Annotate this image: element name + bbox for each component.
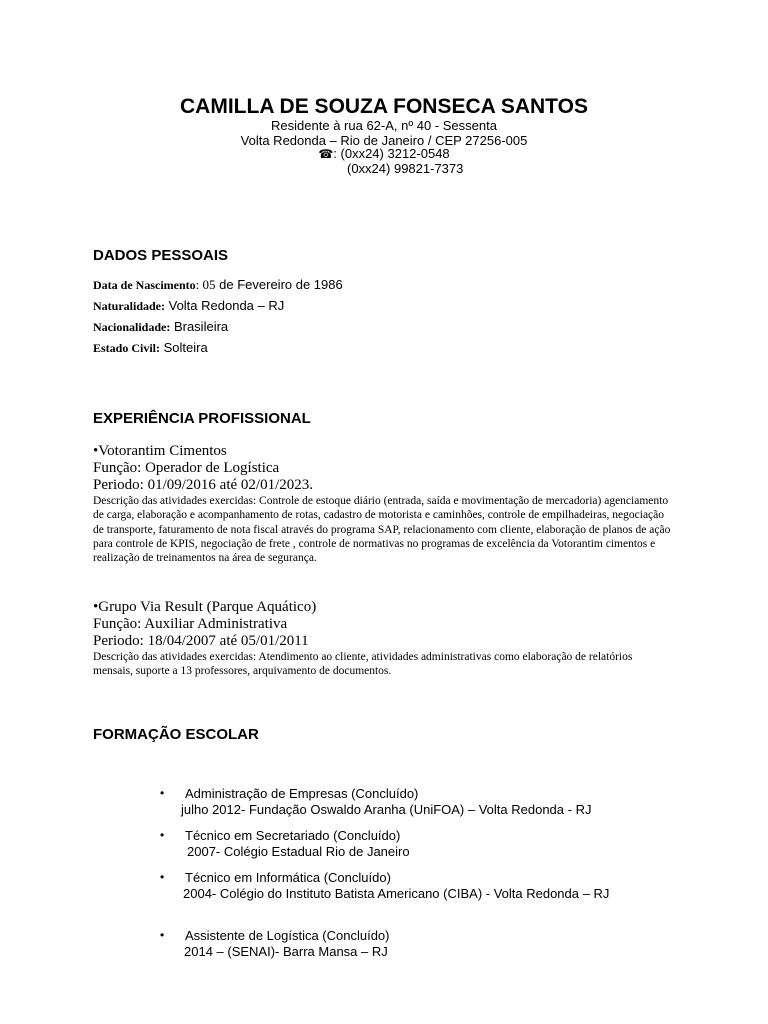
birth-date-value-prefix: : 05 (195, 277, 216, 292)
education-detail: julho 2012- Fundação Oswaldo Aranha (UniFOA) – Volta Redonda - RJ (181, 802, 592, 817)
bullet-icon: • (160, 828, 165, 842)
section-title-experience: EXPERIÊNCIA PROFISSIONAL (93, 410, 311, 427)
civil-status-row (93, 340, 208, 356)
address-line-1: Residente à rua 62-A, nº 40 - Sessenta (271, 118, 497, 133)
education-detail: 2014 – (SENAI)- Barra Mansa – RJ (184, 944, 388, 959)
telephone-icon: ☎ (318, 147, 334, 161)
bullet-icon: • (160, 870, 165, 884)
naturality-value: Volta Redonda – RJ (165, 298, 285, 313)
job-function: Função: Auxiliar Administrativa (93, 616, 288, 632)
birth-date-label: Data de Nascimento (93, 278, 196, 292)
nationality-row (93, 319, 228, 335)
job-description: Descrição das atividades exercidas: Controle de estoque diário (entrada, saída e movimentação de mercadoria) agenciamento de carga, elaboração e acompanhamento de rotas, cadastro de motorista e caminhões, controle de empilhadeiras, negociação de transporte, faturamento de nota fiscal através do programa SAP, relacionamento com cliente, elaboração de planos de ação para controle de KPIS, negociação de frete , controle de normativas no programas de excelência da Votorantim cimentos e realização de treinamentos na área de segurança. (93, 495, 671, 565)
naturality-row (93, 298, 284, 314)
job-company: •Votorantim Cimentos (93, 443, 227, 459)
candidate-name: CAMILLA DE SOUZA FONSECA SANTOS (180, 95, 588, 118)
phone-1: : (0xx24) 3212-0548 (333, 146, 450, 161)
job-entry (93, 599, 673, 679)
job-period: Periodo: 18/04/2007 até 05/01/2011 (93, 633, 309, 649)
education-detail: 2007- Colégio Estadual Rio de Janeiro (187, 844, 410, 859)
education-course: Administração de Empresas (Concluído) (185, 786, 419, 801)
nationality-label: Nacionalidade: (93, 320, 171, 334)
civil-status-value: Solteira (160, 340, 208, 355)
bullet-icon: • (160, 786, 165, 800)
phone-line-1 (0, 146, 768, 162)
birth-date-row (93, 277, 343, 293)
birth-date-value: de Fevereiro de 1986 (215, 277, 343, 292)
education-course: Técnico em Informática (Concluído) (185, 870, 391, 885)
job-company: •Grupo Via Result (Parque Aquático) (93, 599, 317, 615)
job-period: Periodo: 01/09/2016 até 02/01/2023. (93, 477, 313, 493)
civil-status-label: Estado Civil: (93, 341, 161, 355)
phone-2: (0xx24) 99821-7373 (347, 161, 464, 176)
address-line-2: Volta Redonda – Rio de Janeiro / CEP 27256-005 (240, 133, 528, 148)
bullet-icon: • (160, 928, 165, 942)
job-description: Descrição das atividades exercidas: Atendimento ao cliente, atividades administrativas como elaboração de relatórios mensais, suporte a 13 professores, arquivamento de documentos. (93, 651, 633, 678)
education-course: Assistente de Logística (Concluído) (185, 928, 390, 943)
naturality-label: Naturalidade: (93, 299, 165, 313)
section-title-personal: DADOS PESSOAIS (93, 247, 229, 264)
education-detail: 2004- Colégio do Instituto Batista Americano (CIBA) - Volta Redonda – RJ (183, 886, 610, 901)
job-entry (93, 443, 673, 565)
nationality-value: Brasileira (170, 319, 229, 334)
section-title-education: FORMAÇÃO ESCOLAR (93, 726, 259, 743)
job-function: Função: Operador de Logística (93, 460, 280, 476)
education-course: Técnico em Secretariado (Concluído) (185, 828, 401, 843)
